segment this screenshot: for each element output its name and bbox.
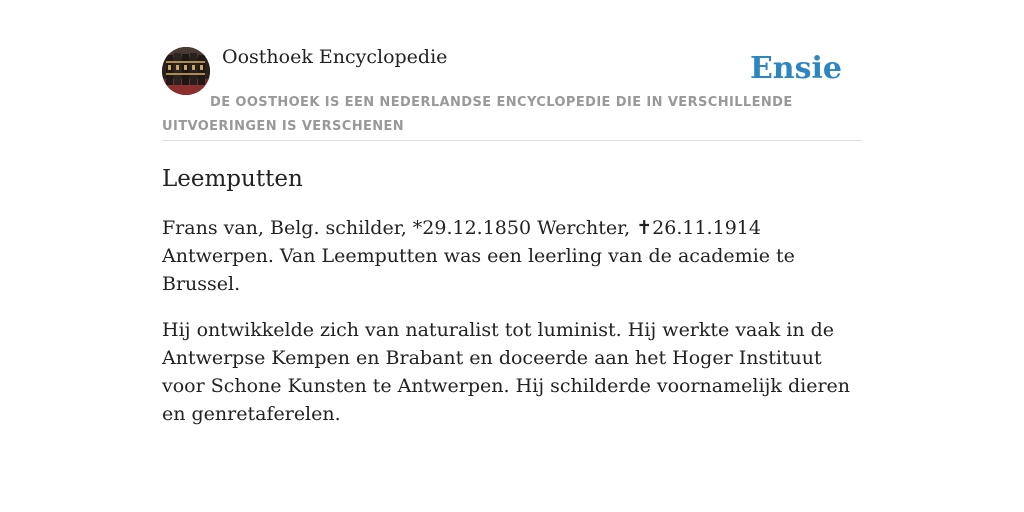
source-title[interactable]: Oosthoek Encyclopedie [222,46,448,68]
article-paragraph: Hij ontwikkelde zich van naturalist tot luminist. Hij werkte vaak in de Antwerpse Kempen en Brabant en doceerde aan het Hoger Instituut voor Schone Kunsten te Antwerpen. Hij schilderde voornamelijk dieren en genretaferelen. [162,319,851,425]
article-title: Leemputten [162,166,303,192]
source-description: DE OOSTHOEK IS EEN NEDERLANDSE ENCYCLOPEDIE DIE IN VERSCHILLENDE UITVOERINGEN IS VERSCHENEN [162,95,793,134]
article [162,162,862,428]
encyclopedia-books-avatar[interactable] [162,47,210,95]
article-paragraph: Frans van, Belg. schilder, *29.12.1850 Werchter, ✝26.11.1914 Antwerpen. Van Leemputten was een leerling van de academie te Brussel. [162,217,795,295]
source-header [162,46,862,141]
ensie-logo-link[interactable]: Ensie [749,51,842,86]
books-image [162,47,210,95]
